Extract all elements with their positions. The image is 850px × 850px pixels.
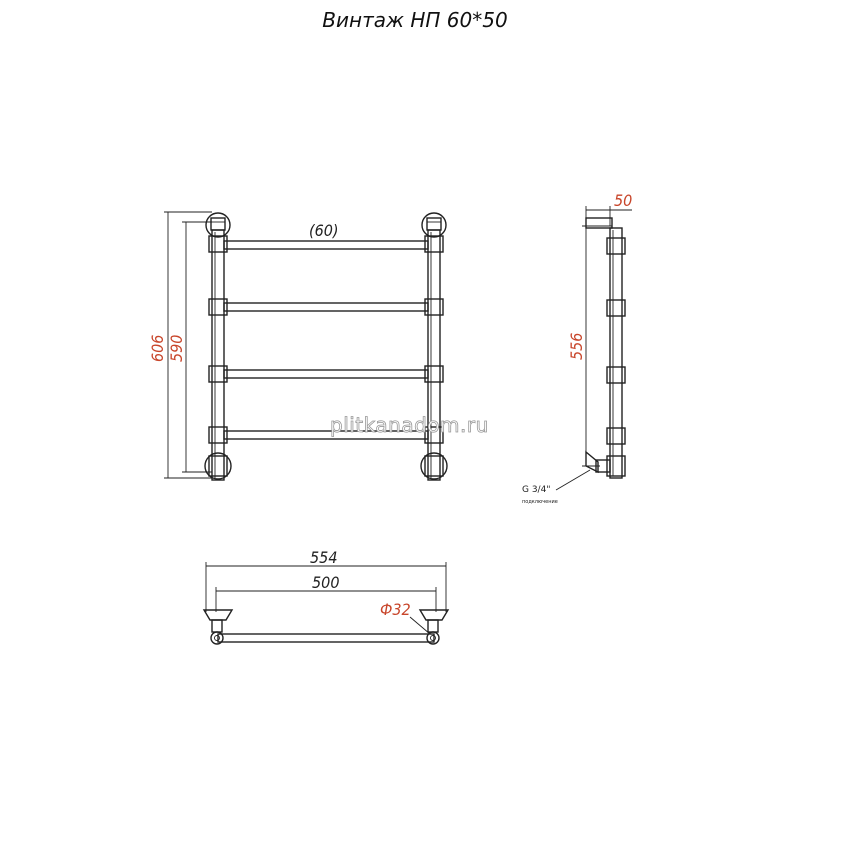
rails bbox=[224, 241, 428, 439]
side-view bbox=[522, 191, 632, 505]
front-view bbox=[148, 212, 447, 480]
dim-556-text: 556 bbox=[567, 332, 586, 360]
rail-1 bbox=[224, 241, 428, 249]
top-rail bbox=[218, 634, 434, 642]
connection-note: подключение bbox=[522, 499, 558, 505]
post-circle-left bbox=[211, 632, 223, 644]
dim-diameter-text: Ф32 bbox=[380, 600, 411, 619]
rail-2 bbox=[224, 303, 428, 311]
drawing-title: Винтаж НП 60*50 bbox=[322, 8, 508, 32]
flange-left bbox=[204, 610, 232, 620]
dim-50-text: 50 bbox=[614, 191, 633, 210]
side-wall-bracket bbox=[586, 218, 612, 228]
wall-mount-top-left bbox=[206, 213, 230, 237]
rail-3 bbox=[224, 370, 428, 378]
connection-label: G 3/4" bbox=[522, 485, 551, 495]
wall-mount-top-right bbox=[422, 213, 446, 237]
dim-606-text: 606 bbox=[148, 334, 167, 362]
top-view bbox=[204, 548, 448, 644]
post-collars bbox=[209, 236, 443, 476]
watermark-text: plitkanadom.ru bbox=[330, 413, 489, 437]
side-post bbox=[610, 228, 622, 478]
dim-500-text: 500 bbox=[312, 573, 340, 592]
dim-590-text: 590 bbox=[167, 334, 186, 362]
dim-554-text: 554 bbox=[310, 548, 338, 567]
flange-right bbox=[420, 610, 448, 620]
dim-60-text: (60) bbox=[309, 221, 339, 240]
